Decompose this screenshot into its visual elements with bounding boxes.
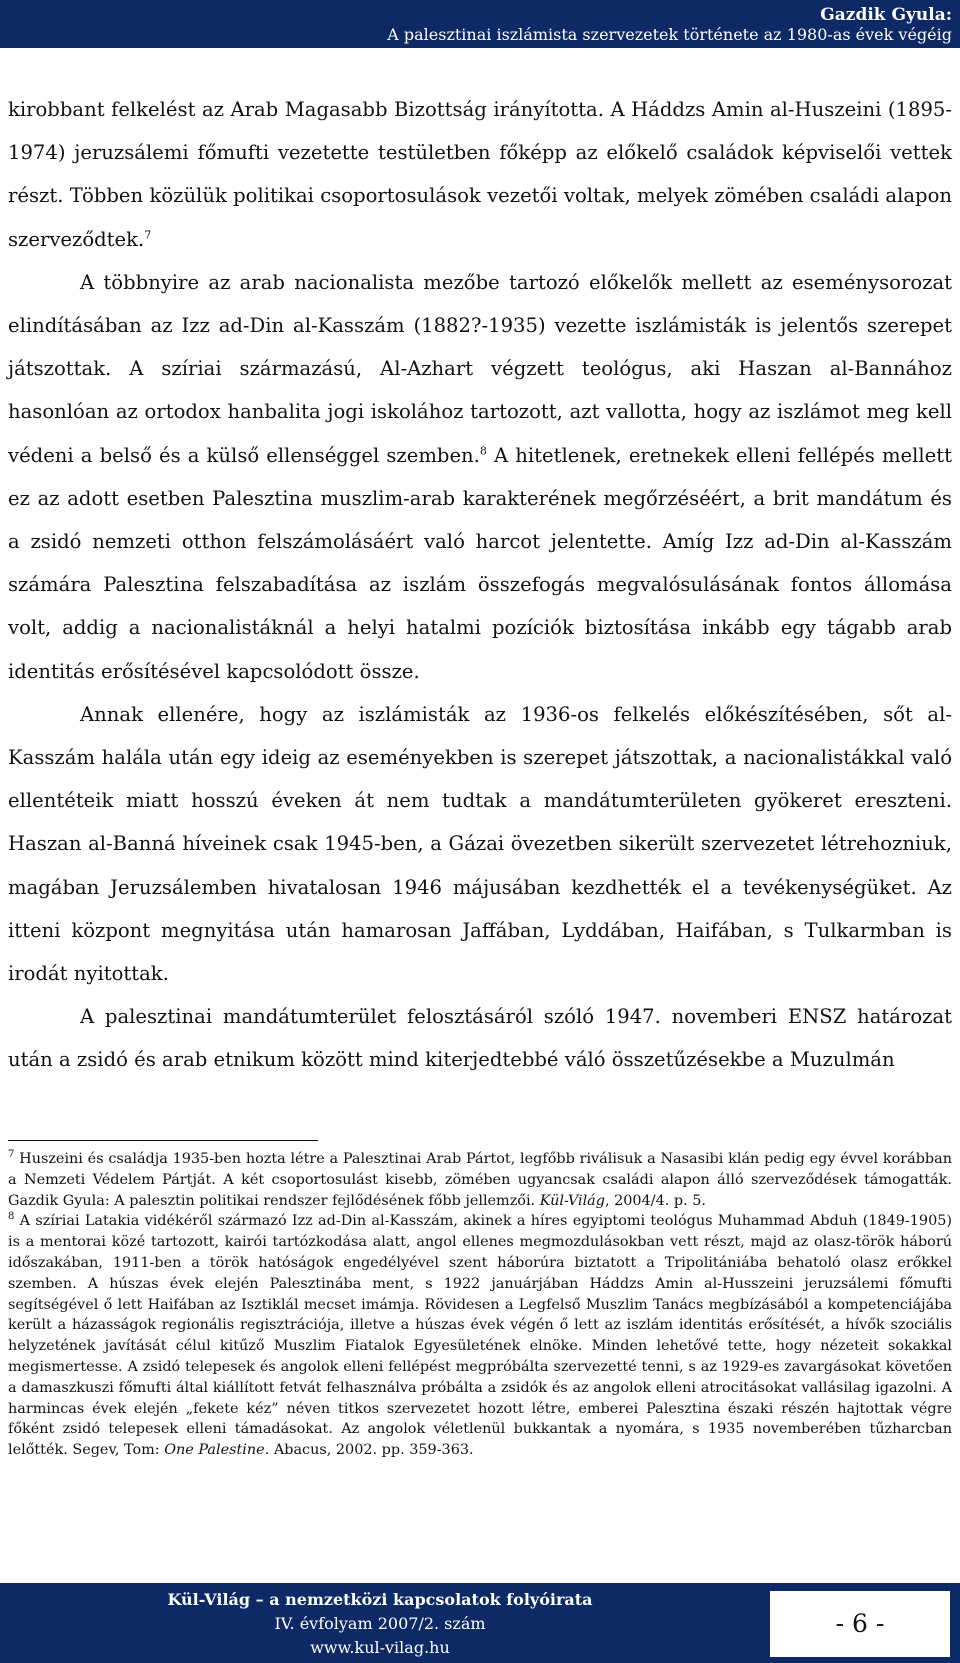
main-text	[8, 88, 952, 1082]
footer-url[interactable]: www.kul-vilag.hu	[310, 1638, 450, 1657]
paragraph-1: kirobbant felkelést az Arab Magasabb Bizottság irányította. A Háddzs Amin al-Huszeini (1895-1974) jeruzsálemi főmufti vezetette testületben főképp az előkelő családok képviselői vettek részt. Többen közülük politikai csoportosulások vezetői voltak, melyek zömében családi alapon szerveződtek.$^7$	[8, 98, 952, 251]
footnote-divider	[8, 1140, 318, 1141]
footnote-8: $^8$ A szíriai Latakia vidékéről származó Izz ad-Din al-Kasszám, akinek a híres egyiptomi teológus Muhammad Abduh (1849-1905) is a mentorai közé tartozott, kairói tartózkodása alatt, angol ellenes megmozdulásokban vett részt, majd az olasz-török háború időszakában, 1911-ben a török hatóságok engedélyével szent háborúra biztatott a Tripolitániába behatoló olasz erőkkel szemben. A húszas évek elején Palesztinába ment, s 1922 januárjában Háddzs Amin al-Husszeini jeruzsálemi főmufti segítségével ő lett Haifában az Isztiklál mecset imámja. Rövidesen a Legfelső Muszlim Tanács megbízásából a kompetenciájába került a házasságok regionális regisztrációja, illetve a húszas évek végén ő lett az iszlám identitás erősítését, a hívők szociális helyzetének javítását célul kitűző Muszlim Fiatalok Egyesületének elnöke. Minden lehetővé tette, hogy nézeteit sokakkal megismertesse. A zsidó telepesek és angolok elleni fellépést megpróbálta szervezetté tenni, s az 1929-es zavargásokat követően a damaszkuszi főmufti által kiállított fetvát felhasználva próbálta a zsidók és az angolok elleni atrocitásokat vallásilag igazolni. A harmincas évek elején „fekete kéz” néven titkos szervezetet hozott létre, emberei Palesztina északi részén hajtottak végre főként zsidó telepesek elleni támadásokat. Az angolok véletlenül bukkantak a nyomára, s 1935 novemberében tűzharcban lelőtték. Segev, Tom: One Palestine. Abacus, 2002. pp. 359-363.	[8, 1211, 952, 1459]
header-title: A palesztinai iszlámista szervezetek története az 1980-as évek végéig	[387, 25, 952, 44]
page-header	[0, 0, 960, 48]
header-author: Gazdik Gyula:	[820, 5, 952, 25]
footer-issue: IV. évfolyam 2007/2. szám	[274, 1614, 486, 1633]
footer-journal: Kül-Világ – a nemzetközi kapcsolatok folyóirata	[167, 1590, 593, 1609]
page-number: - 6 -	[770, 1591, 950, 1657]
page-footer	[0, 1583, 960, 1663]
footnotes	[8, 1149, 952, 1461]
footnote-ref-8[interactable]: 8	[479, 444, 487, 458]
footnote-ref-7[interactable]: 7	[144, 228, 152, 242]
paragraph-3: Annak ellenére, hogy az iszlámisták az 1936-os felkelés előkészítésében, sőt al-Kasszám halála után egy ideig az eseményekben is szerepet játszottak, a nacionalistákkal való ellentéteik miatt hosszú éveken át nem tudtak a mandátumterületen gyökeret ereszteni. Haszan al-Banná híveinek csak 1945-ben, a Gázai övezetben sikerült szervezetet létrehozniuk, magában Jeruzsálemben hivatalosan 1946 májusában kezdhették el a tevékenységüket. Az itteni központ megnyitása után hamarosan Jaffában, Lyddában, Haifában, s Tulkarmban is irodát nyitottak.	[8, 702, 952, 986]
footnote-number: 8	[8, 1211, 15, 1223]
paragraph-4: A palesztinai mandátumterület felosztásáról szóló 1947. novemberi ENSZ határozat után a zsidó és arab etnikum között mind kiterjedtebbé váló összetűzésekbe a Muzulmán	[8, 1005, 952, 1072]
footnote-number: 7	[8, 1149, 15, 1161]
paragraph-2: A többnyire az arab nacionalista mezőbe tartozó előkelők mellett az eseménysorozat elindításában az Izz ad-Din al-Kasszám (1882?-1935) vezette iszlámisták is jelentős szerepet játszottak. A szíriai származású, Al-Azhart végzett teológus, aki Haszan al-Bannához hasonlóan az ortodox hanbalita jogi iskolához tartozott, azt vallotta, hogy az iszlámot meg kell védeni a belső és a külső ellenséggel szemben.$^8$ A hitetlenek, eretnekek elleni fellépés mellett ez az adott esetben Palesztina muszlim-arab karakterének megőrzéséért, a brit mandátum és a zsidó nemzeti otthon felszámolásáért való harcot jelentette. Amíg Izz ad-Din al-Kasszám számára Palesztina felszabadítása az iszlám összefogás megvalósulásának fontos állomása volt, addig a nacionalistáknál a helyi hatalmi pozíciók biztosítása inkább egy tágabb arab identitás erősítésével kapcsolódott össze.	[8, 270, 953, 683]
footnote-7: $^7$ Huszeini és családja 1935-ben hozta létre a Palesztinai Arab Pártot, legfőbb riválisuk a Nasasibi klán pedig egy évvel korábban a Nemzeti Védelem Pártját. A két csoportosulást kisebb, zömében ugyancsak családi alapon álló szerveződések támogatták. Gazdik Gyula: A palesztin politikai rendszer fejlődésének főbb jellemzői. Kül-Világ, 2004/4. p. 5.	[8, 1149, 952, 1209]
